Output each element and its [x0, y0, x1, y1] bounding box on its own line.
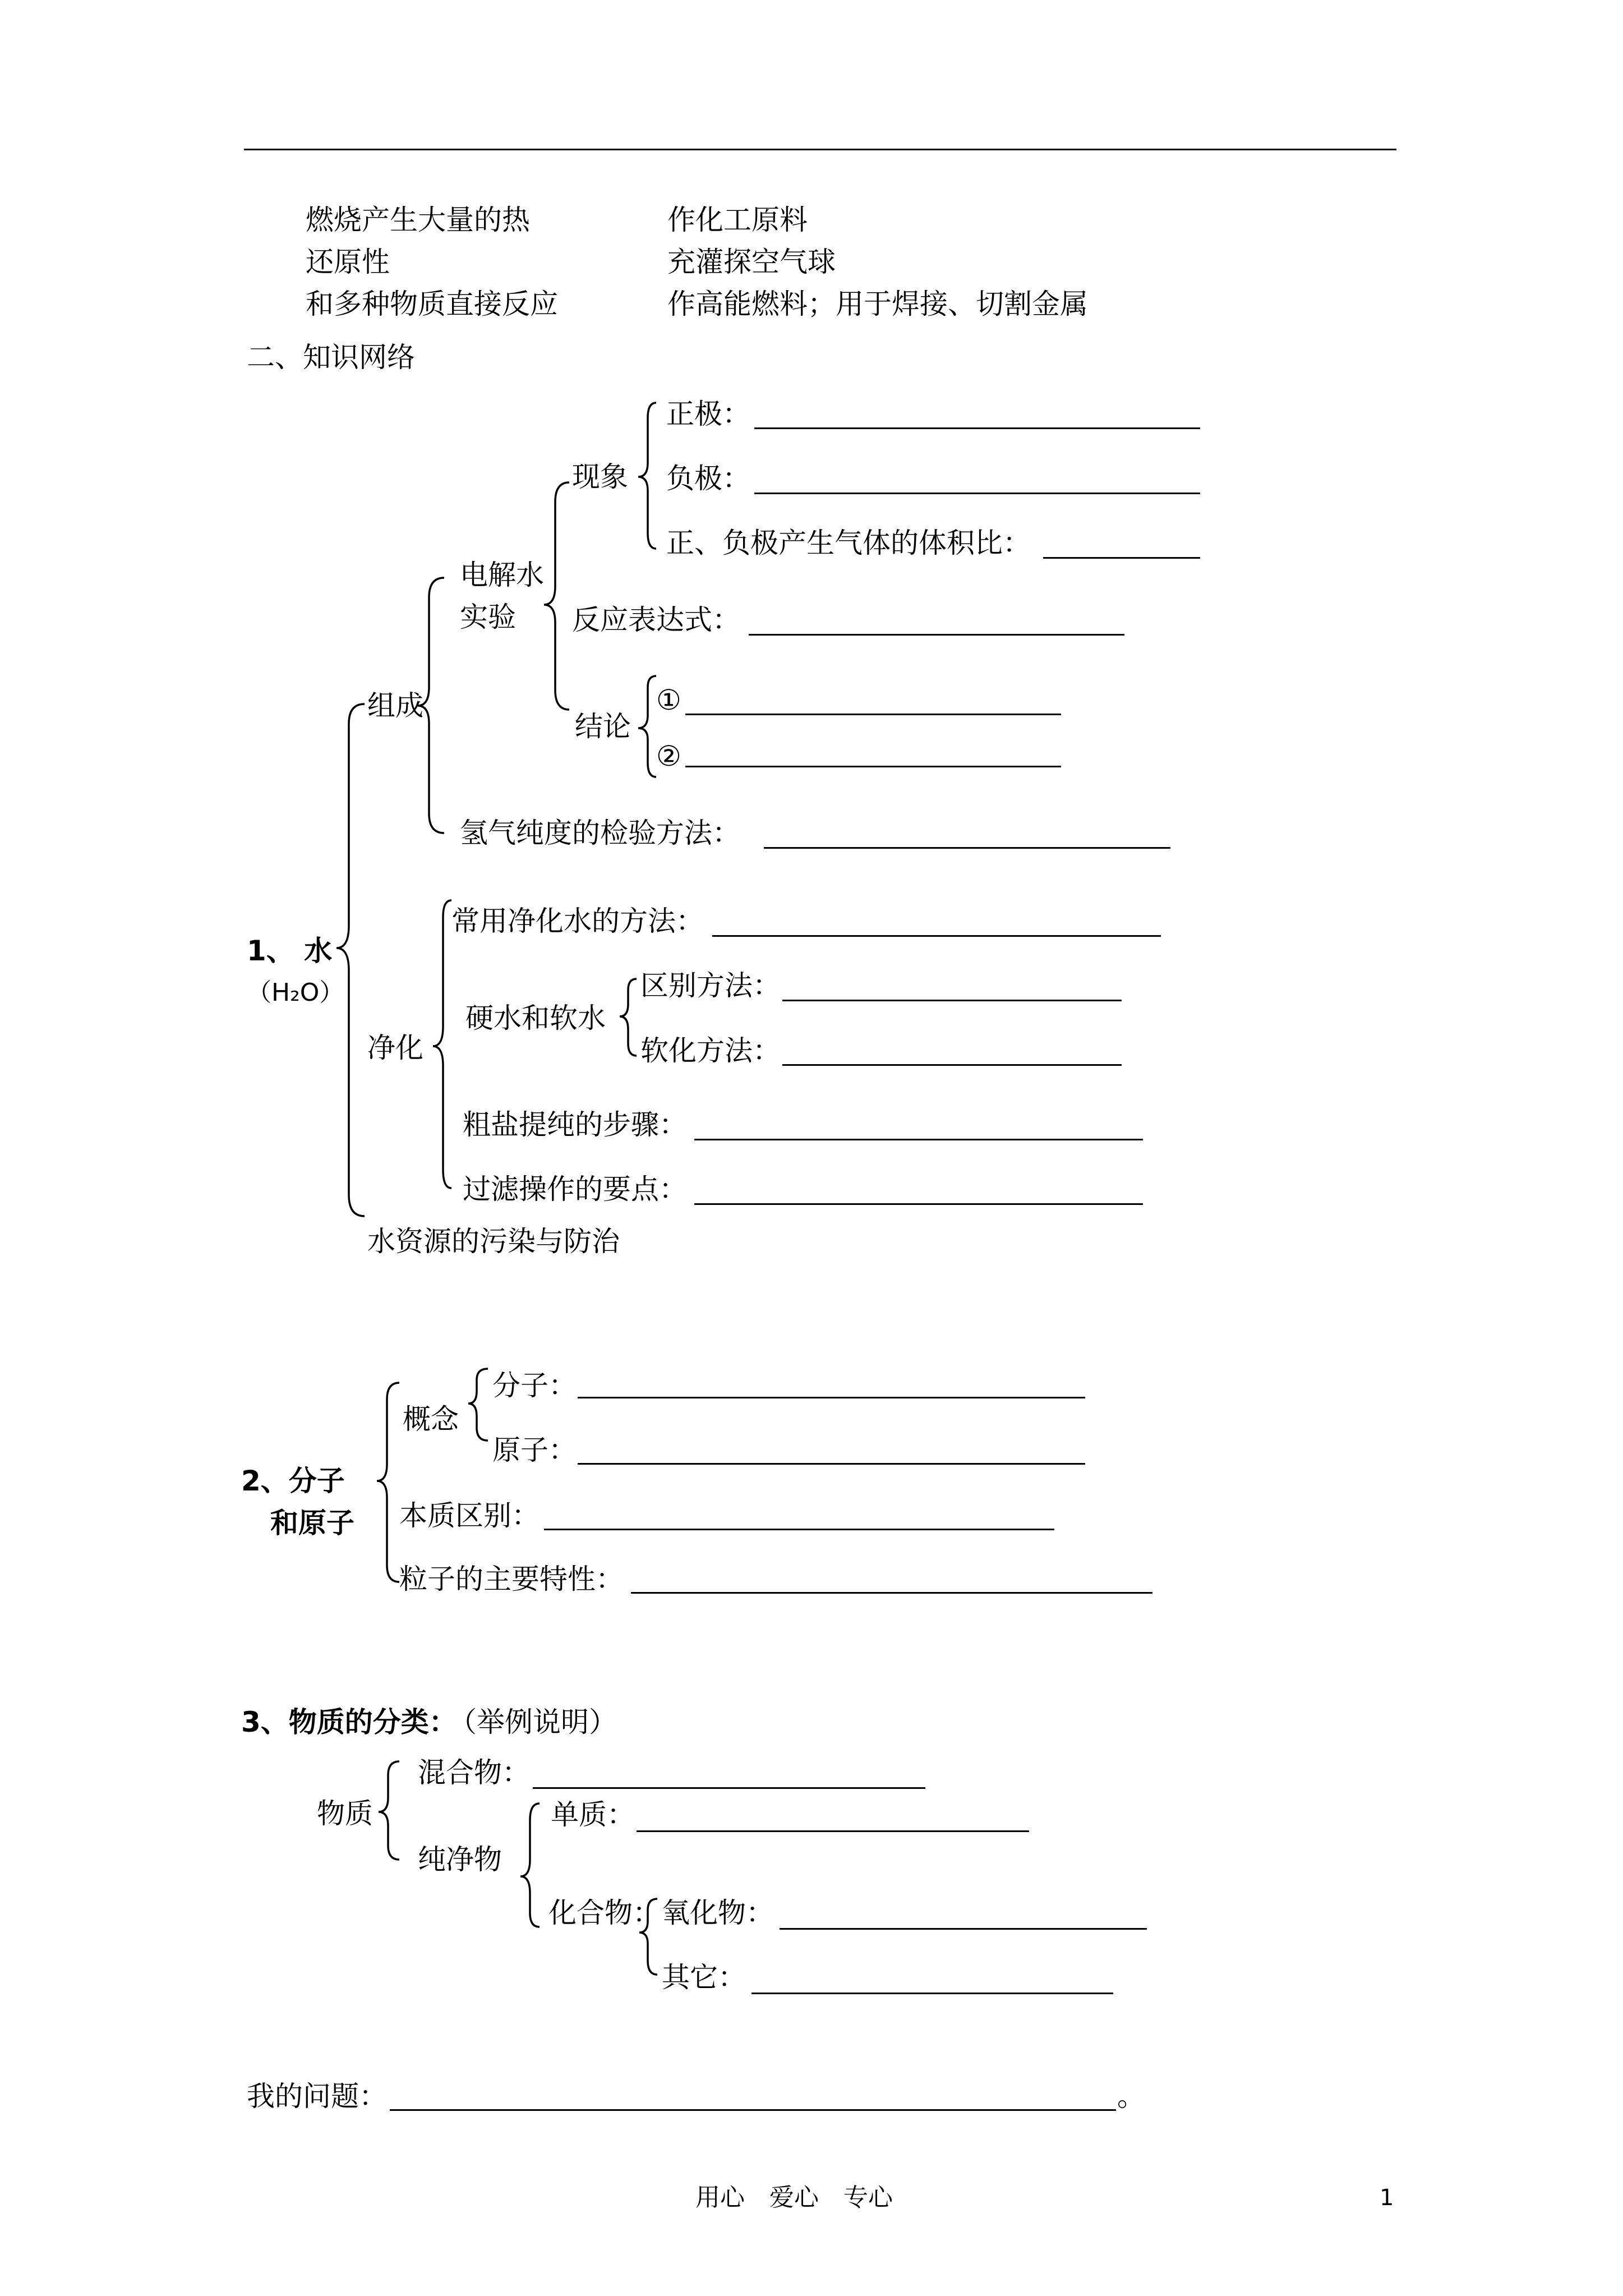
- classification-note: （举例说明）: [449, 1706, 617, 1738]
- atom-blank[interactable]: [578, 1463, 1085, 1465]
- electrolysis-label-2: 实验: [460, 601, 516, 633]
- concept-label: 概念: [403, 1403, 459, 1435]
- positive-label: 正极：: [666, 398, 750, 430]
- distinguish-blank[interactable]: [782, 1000, 1122, 1001]
- ratio-blank[interactable]: [1043, 557, 1200, 559]
- mixture-label: 混合物：: [418, 1756, 530, 1789]
- expression-label: 反应表达式：: [572, 604, 740, 636]
- oxide-blank[interactable]: [780, 1928, 1147, 1930]
- molecule-blank[interactable]: [578, 1397, 1085, 1398]
- property-3: 和多种物质直接反应: [306, 288, 558, 320]
- use-2: 充灌探空气球: [667, 246, 836, 278]
- salt-steps-blank[interactable]: [694, 1139, 1143, 1140]
- composition-label: 组成: [367, 689, 423, 722]
- question-label: 我的问题：: [247, 2080, 387, 2113]
- conclusion-2-marker: ②: [656, 740, 681, 772]
- common-methods-blank[interactable]: [712, 935, 1161, 937]
- expression-blank[interactable]: [749, 634, 1124, 636]
- filtration-label: 过滤操作的要点：: [463, 1173, 687, 1205]
- footer-motto: 用心 爱心 专心: [695, 2183, 893, 2212]
- positive-blank[interactable]: [754, 427, 1200, 429]
- page-number: 1: [1380, 2185, 1394, 2211]
- other-blank[interactable]: [751, 1993, 1113, 1994]
- pure-label: 纯净物: [418, 1843, 502, 1876]
- common-methods-label: 常用净化水的方法：: [451, 905, 704, 937]
- water-title: 1、 水: [247, 935, 333, 967]
- matter-label: 物质: [317, 1797, 373, 1830]
- conclusion-2-blank[interactable]: [685, 766, 1061, 767]
- atom-label: 原子：: [492, 1434, 577, 1466]
- conclusion-1-marker: ①: [656, 684, 681, 716]
- compound-label: 化合物：: [548, 1897, 661, 1929]
- soften-blank[interactable]: [782, 1064, 1122, 1066]
- element-blank[interactable]: [637, 1830, 1029, 1832]
- water-formula: （H₂O）: [247, 978, 344, 1007]
- salt-steps-label: 粗盐提纯的步骤：: [463, 1108, 687, 1141]
- property-2: 还原性: [306, 246, 390, 278]
- properties-label: 粒子的主要特性：: [399, 1563, 624, 1595]
- hard-soft-label: 硬水和软水: [465, 1002, 606, 1034]
- properties-blank[interactable]: [631, 1592, 1152, 1594]
- molecules-title-2: 和原子: [270, 1507, 354, 1539]
- difference-blank[interactable]: [544, 1529, 1054, 1530]
- difference-label: 本质区别：: [399, 1499, 540, 1532]
- molecule-label: 分子：: [492, 1369, 577, 1402]
- soften-label: 软化方法：: [640, 1034, 781, 1067]
- ratio-label: 正、负极产生气体的体积比：: [666, 527, 1031, 559]
- purity-test-label: 氢气纯度的检验方法：: [460, 817, 740, 849]
- filtration-blank[interactable]: [694, 1203, 1143, 1205]
- conclusion-1-blank[interactable]: [685, 714, 1061, 715]
- molecules-title-1: 2、分子: [241, 1465, 345, 1497]
- use-1: 作化工原料: [667, 204, 808, 236]
- purity-test-blank[interactable]: [764, 847, 1170, 849]
- mixture-blank[interactable]: [533, 1787, 925, 1789]
- negative-label: 负极：: [666, 462, 750, 495]
- pollution-label: 水资源的污染与防治: [367, 1225, 620, 1258]
- classification-title: 3、物质的分类：: [241, 1706, 457, 1738]
- negative-blank[interactable]: [754, 493, 1200, 494]
- purification-label: 净化: [367, 1032, 423, 1064]
- section-title: 二、知识网络: [247, 341, 415, 374]
- question-end: 。: [1117, 2080, 1145, 2113]
- property-1: 燃烧产生大量的热: [306, 204, 530, 236]
- distinguish-label: 区别方法：: [640, 969, 781, 1002]
- other-label: 其它：: [662, 1961, 746, 1994]
- element-label: 单质：: [551, 1798, 635, 1831]
- electrolysis-label-1: 电解水: [460, 559, 544, 591]
- question-blank[interactable]: [390, 2109, 1116, 2111]
- phenomenon-label: 现象: [572, 461, 628, 493]
- oxide-label: 氧化物：: [662, 1897, 774, 1929]
- conclusion-label: 结论: [575, 710, 631, 743]
- use-3: 作高能燃料；用于焊接、切割金属: [667, 288, 1088, 320]
